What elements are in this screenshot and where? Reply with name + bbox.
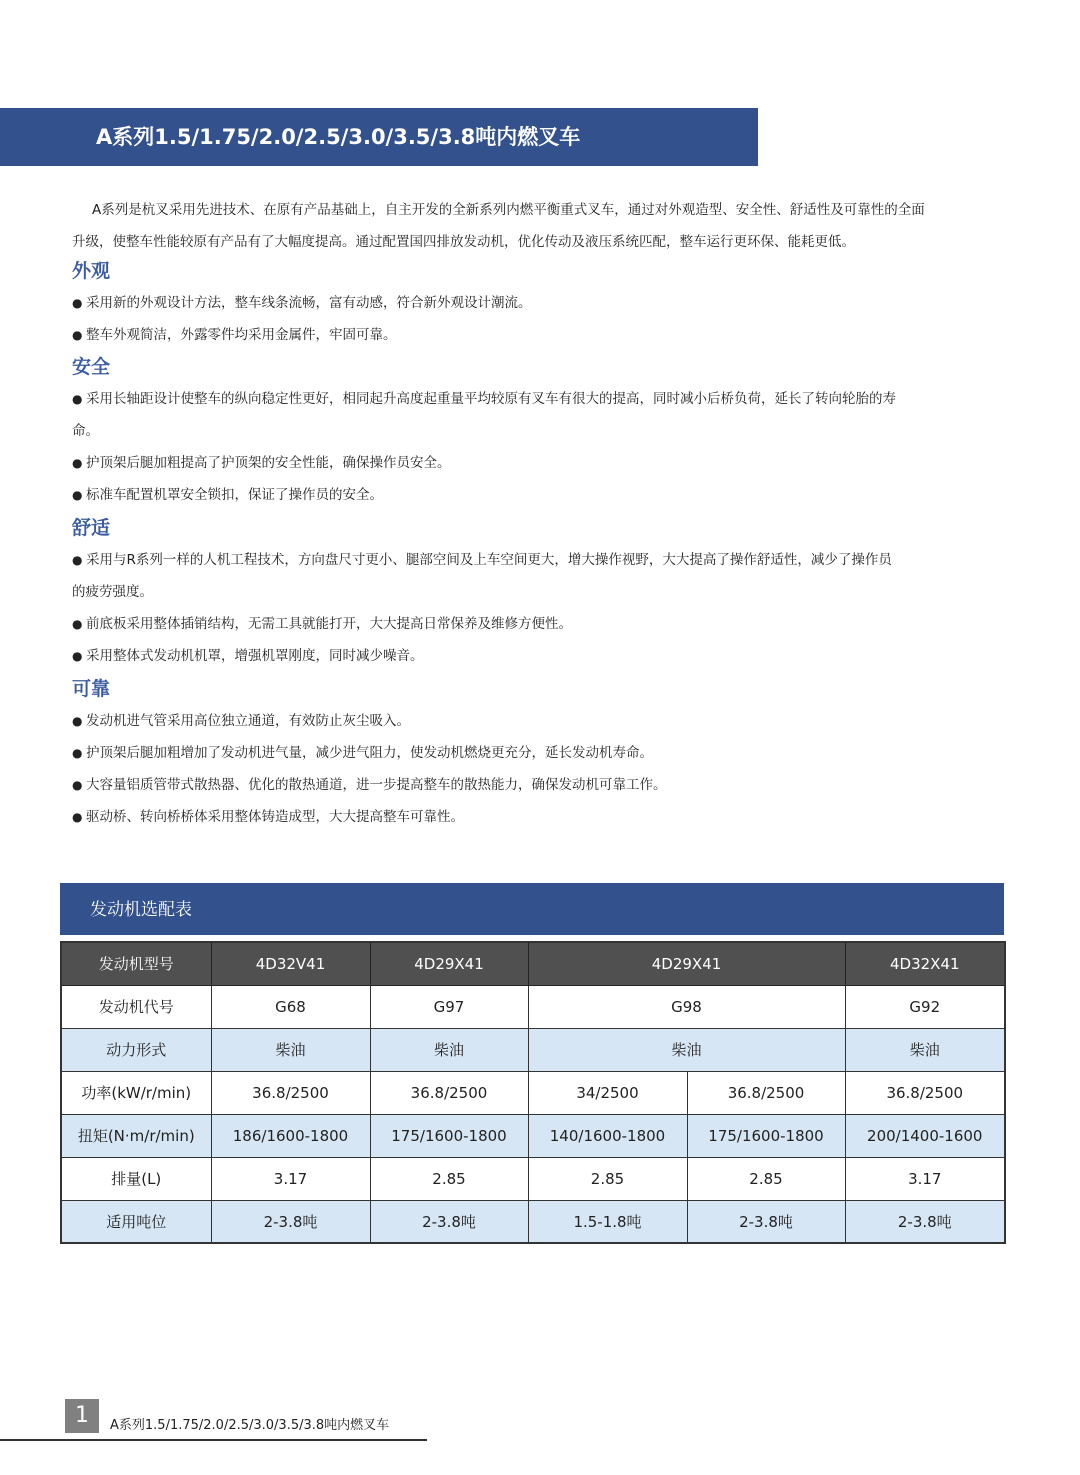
table-cell: 175/1600-1800: [687, 1114, 845, 1157]
table-cell: 柴油: [845, 1028, 1005, 1071]
table-row: [61, 985, 1005, 1028]
section-title-reliability: 可靠: [72, 678, 111, 700]
table-cell: 动力形式: [61, 1028, 211, 1071]
table-cell: 4D32V41: [211, 942, 370, 985]
footer-divider: [0, 1439, 427, 1441]
table-cell: 柴油: [528, 1028, 845, 1071]
table-cell: 36.8/2500: [687, 1071, 845, 1114]
table-cell: G92: [845, 985, 1005, 1028]
list-item: ● 采用与R系列一样的人机工程技术，方向盘尺寸更小、腿部空间及上车空间更大，增大操作视野，大大提高了操作舒适性，减少了操作员: [72, 544, 972, 576]
intro-paragraph: [72, 194, 952, 258]
table-cell: G68: [211, 985, 370, 1028]
bullet-icon: ●: [72, 746, 83, 760]
table-cell: 发动机型号: [61, 942, 211, 985]
table-cell: 36.8/2500: [370, 1071, 528, 1114]
page-number: 1: [65, 1399, 99, 1433]
table-cell: 3.17: [845, 1157, 1005, 1200]
table-cell: 36.8/2500: [845, 1071, 1005, 1114]
list-item: ● 护顶架后腿加粗增加了发动机进气量，减少进气阻力，使发动机燃烧更充分，延长发动机寿命。: [72, 737, 972, 769]
bullet-icon: ●: [72, 328, 83, 342]
table-row: [61, 1200, 1005, 1243]
table-cell: 2-3.8吨: [687, 1200, 845, 1243]
list-item: ● 采用整体式发动机机罩，增强机罩刚度，同时减少噪音。: [72, 640, 972, 672]
bullet-icon: ●: [72, 392, 83, 406]
table-cell: 2-3.8吨: [211, 1200, 370, 1243]
table-cell: 2.85: [528, 1157, 687, 1200]
table-cell: 2.85: [687, 1157, 845, 1200]
engine-options-table: [60, 941, 1006, 1244]
list-item: ● 前底板采用整体插销结构，无需工具就能打开，大大提高日常保养及维修方便性。: [72, 608, 972, 640]
table-row: [61, 1028, 1005, 1071]
table-row: [61, 1114, 1005, 1157]
engine-table-title-banner: [60, 883, 1004, 935]
list-item: ● 护顶架后腿加粗提高了护顶架的安全性能，确保操作员安全。: [72, 447, 972, 479]
list-item-continuation: 的疲劳强度。: [72, 584, 153, 600]
table-cell: 186/1600-1800: [211, 1114, 370, 1157]
table-cell: 175/1600-1800: [370, 1114, 528, 1157]
table-cell: 扭矩(N·m/r/min): [61, 1114, 211, 1157]
table-cell: 2.85: [370, 1157, 528, 1200]
table-cell: 排量(L): [61, 1157, 211, 1200]
table-cell: 功率(kW/r/min): [61, 1071, 211, 1114]
list-item: ● 标准车配置机罩安全锁扣，保证了操作员的安全。: [72, 479, 972, 511]
section-safety: [72, 353, 972, 511]
table-row: [61, 1071, 1005, 1114]
section-comfort: [72, 514, 972, 672]
table-cell: 200/1400-1600: [845, 1114, 1005, 1157]
table-cell: 36.8/2500: [211, 1071, 370, 1114]
list-item: ● 整车外观简洁，外露零件均采用金属件，牢固可靠。: [72, 319, 972, 351]
list-item: ● 大容量铝质管带式散热器、优化的散热通道，进一步提高整车的散热能力，确保发动机可靠工作。: [72, 769, 972, 801]
page-title-banner: [0, 108, 758, 166]
table-cell: 适用吨位: [61, 1200, 211, 1243]
table-cell: 4D29X41: [528, 942, 845, 985]
footer-title: A系列1.5/1.75/2.0/2.5/3.0/3.5/3.8吨内燃叉车: [110, 1418, 390, 1433]
bullet-icon: ●: [72, 456, 83, 470]
engine-table-title: 发动机选配表: [90, 900, 192, 920]
table-cell: 140/1600-1800: [528, 1114, 687, 1157]
table-cell: 4D32X41: [845, 942, 1005, 985]
table-header-row: [61, 942, 1005, 985]
table-cell: G97: [370, 985, 528, 1028]
table-cell: G98: [528, 985, 845, 1028]
bullet-icon: ●: [72, 649, 83, 663]
section-appearance: [72, 257, 972, 351]
list-item: ● 采用新的外观设计方法，整车线条流畅，富有动感，符合新外观设计潮流。: [72, 287, 972, 319]
table-cell: 2-3.8吨: [370, 1200, 528, 1243]
intro-line-1: A系列是杭叉采用先进技术、在原有产品基础上，自主开发的全新系列内燃平衡重式叉车，通过对外观造型、安全性、舒适性及可靠性的全面: [92, 202, 925, 218]
table-cell: 4D29X41: [370, 942, 528, 985]
section-reliability: [72, 675, 972, 833]
list-item: ● 采用长轴距设计使整车的纵向稳定性更好，相同起升高度起重量平均较原有叉车有很大的提高，同时减小后桥负荷，延长了转向轮胎的寿: [72, 383, 972, 415]
table-cell: 发动机代号: [61, 985, 211, 1028]
bullet-icon: ●: [72, 778, 83, 792]
section-title-safety: 安全: [72, 356, 111, 378]
list-item: ● 发动机进气管采用高位独立通道，有效防止灰尘吸入。: [72, 705, 972, 737]
bullet-icon: ●: [72, 488, 83, 502]
table-cell: 2-3.8吨: [845, 1200, 1005, 1243]
section-title-appearance: 外观: [72, 260, 111, 282]
table-row: [61, 1157, 1005, 1200]
table-cell: 3.17: [211, 1157, 370, 1200]
bullet-icon: ●: [72, 553, 83, 567]
bullet-icon: ●: [72, 714, 83, 728]
intro-line-2: 升级，使整车性能较原有产品有了大幅度提高。通过配置国四排放发动机，优化传动及液压系统匹配，整车运行更环保、能耗更低。: [72, 234, 855, 250]
bullet-icon: ●: [72, 617, 83, 631]
table-cell: 柴油: [370, 1028, 528, 1071]
bullet-icon: ●: [72, 296, 83, 310]
table-cell: 柴油: [211, 1028, 370, 1071]
section-title-comfort: 舒适: [72, 517, 111, 539]
page-title: A系列1.5/1.75/2.0/2.5/3.0/3.5/3.8吨内燃叉车: [96, 125, 581, 149]
list-item: ● 驱动桥、转向桥桥体采用整体铸造成型，大大提高整车可靠性。: [72, 801, 972, 833]
table-cell: 1.5-1.8吨: [528, 1200, 687, 1243]
table-cell: 34/2500: [528, 1071, 687, 1114]
bullet-icon: ●: [72, 810, 83, 824]
list-item-continuation: 命。: [72, 423, 99, 439]
